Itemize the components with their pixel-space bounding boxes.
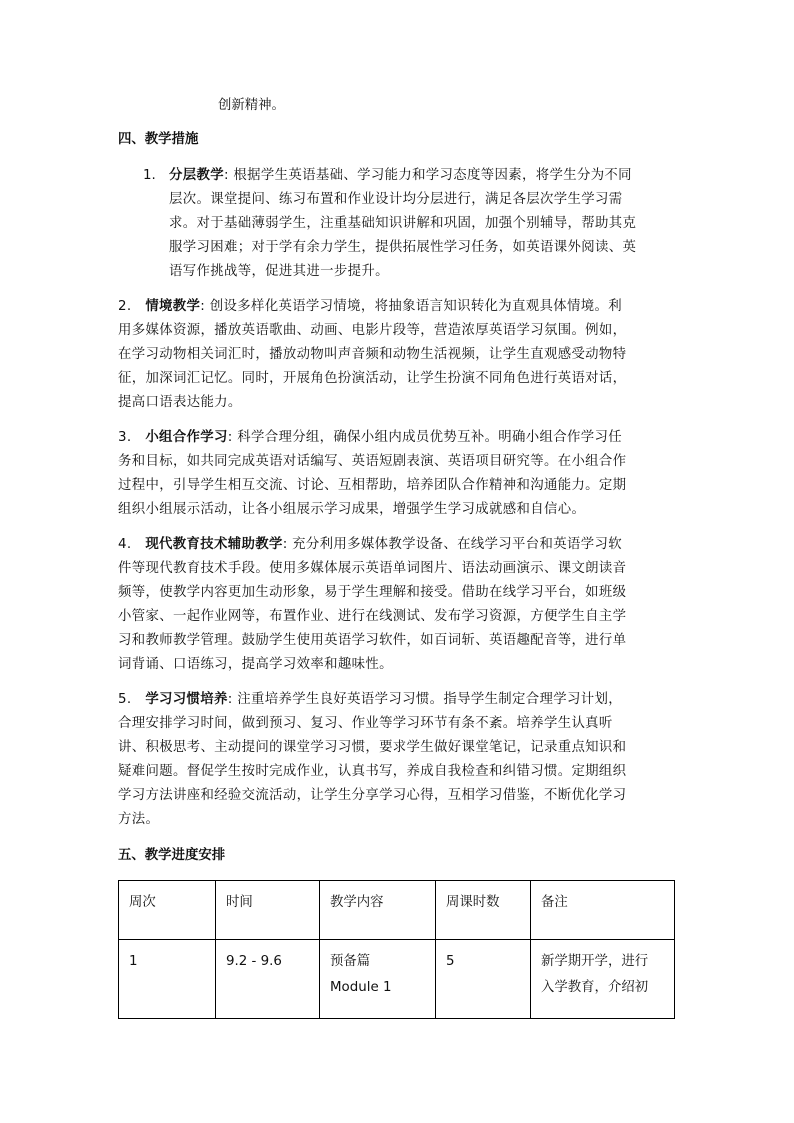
section-4-heading: 四、教学措施 bbox=[118, 132, 199, 147]
note-line: 入学教育，介绍初 bbox=[541, 980, 649, 995]
item-text: : 充分利用多媒体教学设备、在线学习平台和英语学习软 bbox=[282, 537, 622, 552]
item-label: 分层教学 bbox=[169, 168, 224, 183]
item-first-line bbox=[118, 429, 622, 447]
cell-note bbox=[531, 940, 675, 1019]
item-line: 求。对于基础薄弱学生，注重基础知识讲解和巩固，加强个别辅导，帮助其克 bbox=[169, 216, 637, 231]
item-label: 小组合作学习 bbox=[145, 430, 228, 445]
item-line: 提高口语表达能力。 bbox=[118, 395, 242, 410]
item-text: : 科学合理分组，确保小组内成员优势互补。明确小组合作学习任 bbox=[227, 430, 622, 445]
item-line: 组织小组展示活动，让各小组展示学习成果，增强学生学习成就感和自信心。 bbox=[118, 502, 586, 517]
item-line: 合理安排学习时间，做到预习、复习、作业等学习环节有条不紊。培养学生认真听 bbox=[118, 716, 613, 731]
schedule-table bbox=[118, 880, 675, 1019]
cell-hours: 5 bbox=[436, 940, 531, 1019]
item-number: 4. bbox=[118, 537, 132, 552]
table-header-row bbox=[119, 881, 675, 940]
item-line: 学习方法讲座和经验交流活动，让学生分享学习心得，互相学习借鉴，不断优化学习 bbox=[118, 788, 627, 803]
item-number: 5. bbox=[118, 692, 132, 707]
note-line: 新学期开学，进行 bbox=[541, 954, 649, 969]
cell-content bbox=[320, 940, 436, 1019]
header-time: 时间 bbox=[216, 881, 320, 940]
item-line: 小管家、一起作业网等，布置作业、进行在线测试、发布学习资源，方便学生自主学 bbox=[118, 609, 627, 624]
content-line: Module 1 bbox=[330, 980, 392, 995]
cell-week: 1 bbox=[119, 940, 216, 1019]
item-line: 征，加深词汇记忆。同时，开展角色扮演活动，让学生扮演不同角色进行英语对话， bbox=[118, 371, 627, 386]
item-label: 情境教学 bbox=[145, 299, 201, 314]
continuation-text: 创新精神。 bbox=[218, 98, 285, 113]
item-label: 学习习惯培养 bbox=[145, 692, 228, 707]
item-number: 3. bbox=[118, 430, 132, 445]
item-line: 服学习困难；对于学有余力学生，提供拓展性学习任务，如英语课外阅读、英 bbox=[169, 240, 637, 255]
item-first-line bbox=[169, 167, 632, 185]
item-line: 讲、积极思考、主动提问的课堂学习习惯，要求学生做好课堂笔记，记录重点知识和 bbox=[118, 740, 627, 755]
item-line: 疑难问题。督促学生按时完成作业，认真书写，养成自我检查和纠错习惯。定期组织 bbox=[118, 764, 627, 779]
cell-time: 9.2 - 9.6 bbox=[216, 940, 320, 1019]
item-line: 件等现代教育技术手段。使用多媒体展示英语单词图片、语法动画演示、课文朗读音 bbox=[118, 561, 627, 576]
item-text: : 根据学生英语基础、学习能力和学习态度等因素，将学生分为不同 bbox=[223, 168, 632, 183]
item-line: 方法。 bbox=[118, 812, 160, 827]
item-label: 现代教育技术辅助教学 bbox=[145, 537, 283, 552]
table-row bbox=[119, 940, 675, 1019]
item-first-line bbox=[118, 298, 622, 316]
header-week: 周次 bbox=[119, 881, 216, 940]
item-line: 过程中，引导学生相互交流、讨论、互相帮助，培养团队合作精神和沟通能力。定期 bbox=[118, 478, 627, 493]
item-first-line bbox=[118, 691, 622, 709]
header-content: 教学内容 bbox=[320, 881, 436, 940]
item-line: 词背诵、口语练习，提高学习效率和趣味性。 bbox=[118, 657, 393, 672]
item-text: : 创设多样化英语学习情境，将抽象语言知识转化为直观具体情境。利 bbox=[200, 299, 622, 314]
item-line: 语写作挑战等，促进其进一步提升。 bbox=[169, 264, 389, 279]
section-5-heading: 五、教学进度安排 bbox=[118, 848, 226, 863]
content-line: 预备篇 bbox=[330, 954, 371, 969]
header-hours: 周课时数 bbox=[436, 881, 531, 940]
item-line: 用多媒体资源，播放英语歌曲、动画、电影片段等，营造浓厚英语学习氛围。例如， bbox=[118, 323, 627, 338]
item-number: 1. bbox=[143, 168, 156, 183]
item-line: 务和目标，如共同完成英语对话编写、英语短剧表演、英语项目研究等。在小组合作 bbox=[118, 454, 627, 469]
item-first-line bbox=[118, 536, 622, 554]
item-line: 习和教师教学管理。鼓励学生使用英语学习软件，如百词斩、英语趣配音等，进行单 bbox=[118, 633, 627, 648]
item-line: 频等，使教学内容更加生动形象，易于学生理解和接受。借助在线学习平台，如班级 bbox=[118, 585, 627, 600]
item-number: 2. bbox=[118, 299, 132, 314]
item-line: 层次。课堂提问、练习布置和作业设计均分层进行，满足各层次学生学习需 bbox=[169, 192, 623, 207]
header-note: 备注 bbox=[531, 881, 675, 940]
item-line: 在学习动物相关词汇时，播放动物叫声音频和动物生活视频，让学生直观感受动物特 bbox=[118, 347, 627, 362]
item-text: : 注重培养学生良好英语学习习惯。指导学生制定合理学习计划， bbox=[227, 692, 622, 707]
